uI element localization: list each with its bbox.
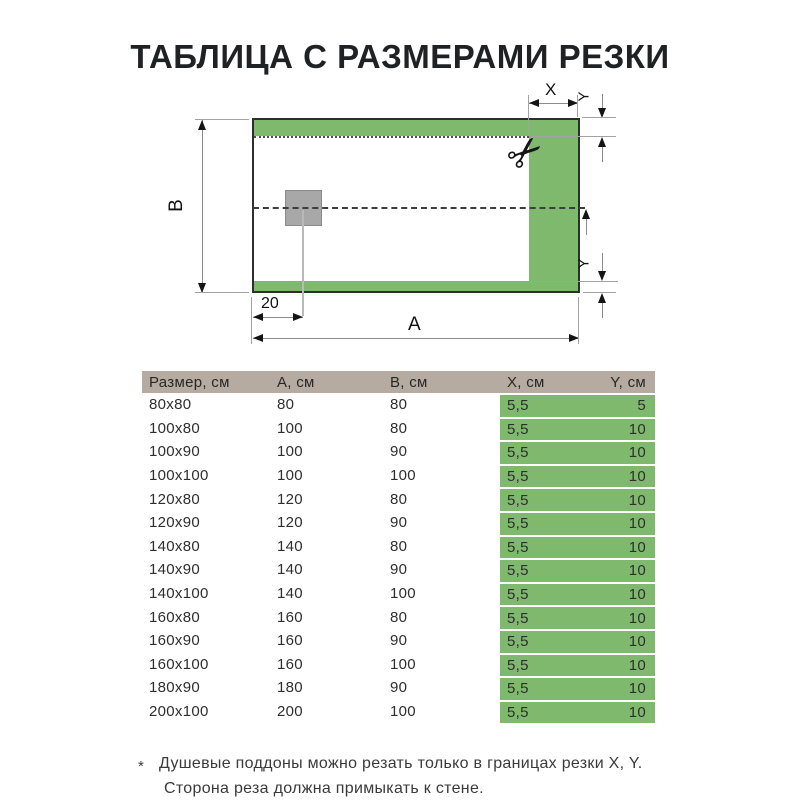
cell-size: 120х90	[149, 514, 201, 532]
cell-x: 5,5	[500, 417, 575, 441]
cell-size: 140х80	[149, 537, 201, 555]
cell-a: 140	[277, 537, 303, 555]
cell-b: 80	[390, 396, 408, 414]
cell-y: 10	[575, 464, 655, 488]
table-row	[142, 417, 655, 441]
cell-a: 120	[277, 490, 303, 508]
dim-arrow-icon	[582, 209, 590, 219]
cell-a: 160	[277, 608, 303, 626]
cell-size: 140х90	[149, 561, 201, 579]
cell-y: 10	[575, 605, 655, 629]
cell-x: 5,5	[500, 440, 575, 464]
table-rows	[142, 393, 655, 723]
cut-dotted-line	[254, 136, 529, 138]
dim-x-label: X	[545, 80, 557, 99]
dim-b-line	[202, 120, 203, 293]
header-a: А, см	[277, 373, 315, 391]
centerline-dashed	[253, 207, 585, 209]
dim-y-top-line2	[602, 147, 603, 162]
dim-arrow-icon	[253, 334, 263, 342]
table-row	[142, 393, 655, 417]
cell-b: 80	[390, 537, 408, 555]
dim-20-label: 20	[261, 295, 279, 312]
cell-x: 5,5	[500, 511, 575, 535]
dim-arrow-icon	[598, 271, 606, 281]
footnote	[138, 752, 643, 800]
cell-a: 180	[277, 679, 303, 697]
cell-size: 160х90	[149, 632, 201, 650]
cell-size: 80х80	[149, 396, 192, 414]
cell-b: 90	[390, 561, 408, 579]
cell-y: 10	[575, 700, 655, 724]
cell-size: 180х90	[149, 679, 201, 697]
footnote-line2: Сторона реза должна примыкать к стене.	[164, 779, 484, 797]
cell-x: 5,5	[500, 629, 575, 653]
header-b: В, см	[390, 373, 428, 391]
cell-a: 140	[277, 561, 303, 579]
dim-y-top-line	[602, 94, 603, 108]
cell-b: 100	[390, 655, 416, 673]
dim-b-ext-top	[195, 119, 249, 120]
cell-a: 140	[277, 585, 303, 603]
cell-b: 100	[390, 703, 416, 721]
cell-y: 10	[575, 558, 655, 582]
dim-arrow-icon	[529, 99, 539, 107]
dim-arrow-icon	[198, 120, 206, 130]
dim-y-bottom-line	[602, 253, 603, 271]
cell-b: 100	[390, 467, 416, 485]
cell-y: 5	[575, 393, 655, 417]
cell-size: 160х80	[149, 608, 201, 626]
table-row	[142, 511, 655, 535]
cell-x: 5,5	[500, 393, 575, 417]
cell-size: 140х100	[149, 585, 209, 603]
header-size: Размер, см	[149, 373, 230, 391]
cell-b: 90	[390, 514, 408, 532]
dim-a-ext-left	[251, 297, 252, 344]
cell-a: 80	[277, 396, 295, 414]
dim-y-top-label: Y	[575, 91, 593, 102]
cell-y: 10	[575, 535, 655, 559]
cell-x: 5,5	[500, 653, 575, 677]
page-title: ТАБЛИЦА С РАЗМЕРАМИ РЕЗКИ	[130, 38, 670, 75]
cell-x: 5,5	[500, 700, 575, 724]
cell-a: 160	[277, 632, 303, 650]
drain-leader-line	[302, 210, 304, 316]
cell-a: 100	[277, 419, 303, 437]
table-row	[142, 605, 655, 629]
dim-a-line	[253, 338, 579, 339]
table-header	[142, 371, 655, 393]
cell-size: 200х100	[149, 703, 209, 721]
cell-y: 10	[575, 582, 655, 606]
cell-x: 5,5	[500, 464, 575, 488]
cell-x: 5,5	[500, 558, 575, 582]
cell-b: 80	[390, 608, 408, 626]
scissors-icon: ✂	[496, 123, 554, 182]
cell-y: 10	[575, 511, 655, 535]
header-y: Y, см	[610, 373, 646, 391]
cell-y: 10	[575, 440, 655, 464]
table-row	[142, 700, 655, 724]
cell-b: 90	[390, 679, 408, 697]
header-x: X, см	[507, 373, 545, 391]
dim-y-bottom-line2	[602, 303, 603, 318]
size-table	[142, 371, 655, 723]
cell-x: 5,5	[500, 676, 575, 700]
footnote-line1: Душевые поддоны можно резать только в границах резки X, Y.	[159, 755, 643, 772]
table-row	[142, 535, 655, 559]
cell-size: 120х80	[149, 490, 201, 508]
cell-size: 100х90	[149, 443, 201, 461]
cell-size: 100х80	[149, 419, 201, 437]
cell-size: 100х100	[149, 467, 209, 485]
cell-y: 10	[575, 676, 655, 700]
cell-y: 10	[575, 629, 655, 653]
dim-a-ext-right	[578, 297, 579, 344]
cell-y: 10	[575, 487, 655, 511]
cell-b: 100	[390, 585, 416, 603]
dim-arrow-icon	[253, 313, 263, 321]
cell-x: 5,5	[500, 582, 575, 606]
cell-y: 10	[575, 417, 655, 441]
table-row	[142, 582, 655, 606]
table-row	[142, 676, 655, 700]
dim-arrow-icon	[598, 137, 606, 147]
cell-a: 200	[277, 703, 303, 721]
dim-arrow-icon	[598, 293, 606, 303]
dim-b-label: B	[165, 199, 187, 212]
cell-b: 90	[390, 443, 408, 461]
cell-b: 90	[390, 632, 408, 650]
cell-x: 5,5	[500, 605, 575, 629]
cutting-diagram	[0, 0, 800, 365]
dim-b-ext-bottom	[195, 292, 249, 293]
cell-b: 80	[390, 419, 408, 437]
dim-a-label: A	[408, 314, 421, 335]
cell-a: 100	[277, 443, 303, 461]
table-row	[142, 653, 655, 677]
dim-y-bottom-ext2	[583, 292, 616, 293]
cell-size: 160х100	[149, 655, 209, 673]
dim-y-bottom-label: Y	[575, 258, 593, 269]
dim-y-bottom-ext1	[529, 281, 618, 282]
cell-a: 120	[277, 514, 303, 532]
cell-a: 100	[277, 467, 303, 485]
footnote-text	[159, 752, 643, 800]
table-row	[142, 487, 655, 511]
cell-a: 160	[277, 655, 303, 673]
table-row	[142, 440, 655, 464]
table-row	[142, 629, 655, 653]
dim-y-top-ext2	[531, 136, 616, 137]
cell-x: 5,5	[500, 535, 575, 559]
cell-x: 5,5	[500, 487, 575, 511]
footnote-asterisk: *	[138, 758, 145, 775]
cell-b: 80	[390, 490, 408, 508]
table-row	[142, 558, 655, 582]
table-row	[142, 464, 655, 488]
cell-y: 10	[575, 653, 655, 677]
dim-y-top-ext1	[582, 117, 616, 118]
